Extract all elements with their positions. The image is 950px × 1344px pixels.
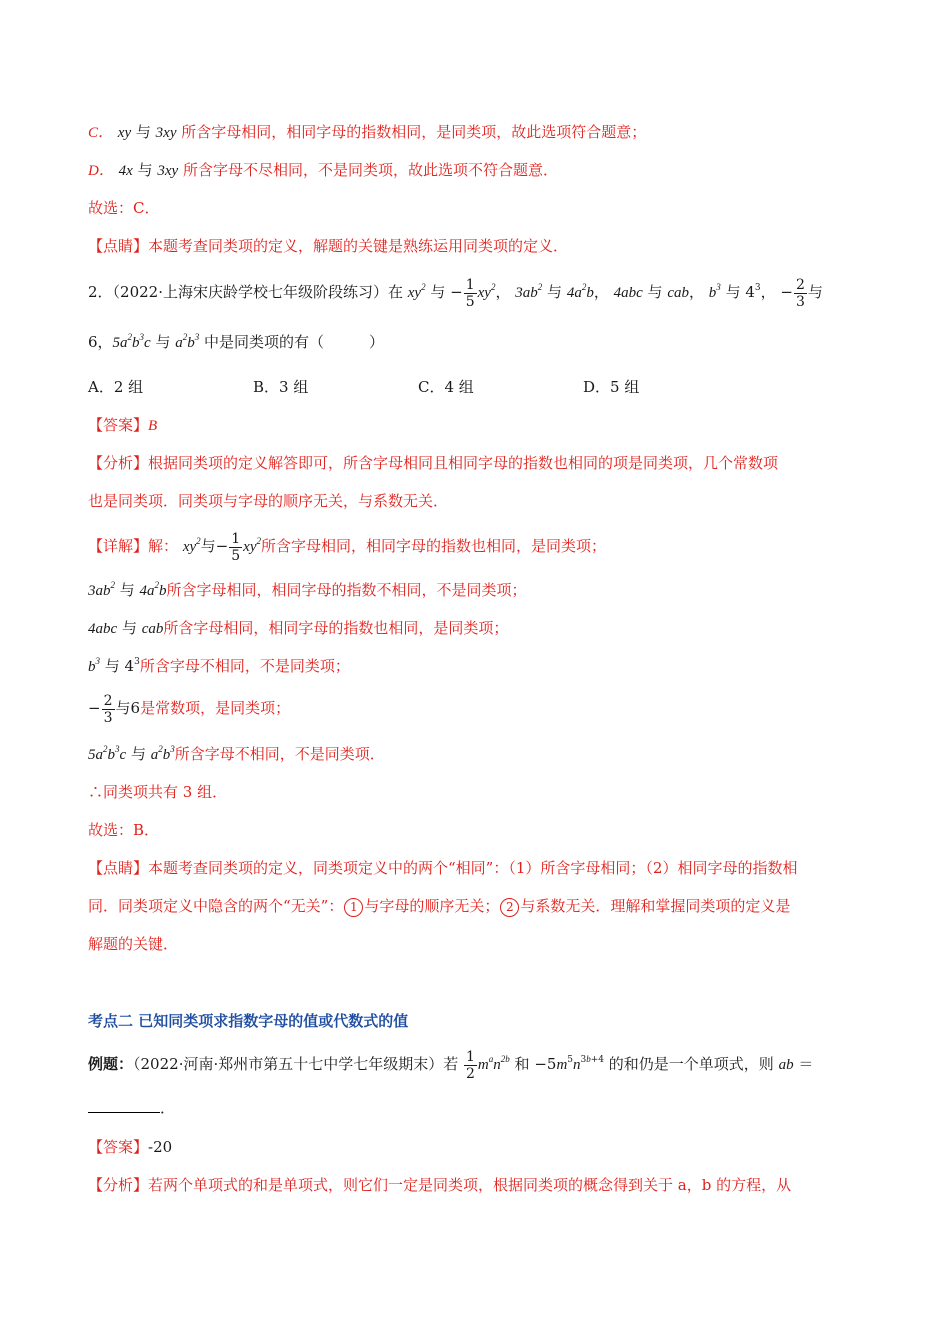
analysis-2 — [88, 1175, 791, 1195]
math-xy2: $xy^2$ — [407, 282, 426, 301]
math-xy2-b: $xy^2$ — [243, 536, 261, 555]
option-label: C． — [88, 125, 114, 141]
detail-line-2 — [88, 580, 527, 601]
text: 的和仍是一个单项式，则 — [604, 1055, 779, 1073]
dianjing-tag: 【点睛】 — [88, 237, 149, 255]
math-ab: ab — [778, 1057, 794, 1073]
circled-number-1: 1 — [344, 898, 363, 917]
text: 与 — [132, 161, 158, 179]
fraction-1-5: $\frac{1}{5}$ — [465, 276, 475, 310]
example-line-1 — [88, 1046, 813, 1083]
choose-line-1: 故选：C． — [88, 199, 160, 217]
answer-tag: 【答案】 — [88, 1138, 149, 1156]
math-3ab2: $3ab^2$ — [515, 282, 543, 301]
analysis-1-line-2: 也是同类项．同类项与字母的顺序无关，与系数无关． — [88, 492, 449, 510]
analysis-tag: 【分析】 — [88, 454, 149, 472]
text: 解： — [148, 537, 179, 555]
solution-line-d — [88, 160, 558, 181]
text: 与 — [642, 283, 668, 301]
math-a2b3: $a^2b^3$ — [150, 744, 175, 763]
text: 所含字母相同，相同字母的指数不相同，不是同类项； — [166, 581, 527, 599]
option-c: C．4 组 — [418, 378, 474, 396]
math-4abc: 4abc — [613, 285, 643, 301]
question-2-line-2 — [88, 332, 384, 353]
text: 与 — [425, 283, 451, 301]
answer-value: -20 — [148, 1138, 173, 1156]
text: 与 — [117, 619, 142, 637]
detail-line-3 — [88, 618, 508, 639]
math-5a2b3c: $5a^2b^3c$ — [112, 332, 151, 351]
text: 所含字母相同，相同字母的指数也相同，是同类项； — [260, 537, 606, 555]
text: 所含字母不尽相同，不是同类项，故此选项不符合题意． — [178, 161, 558, 179]
math-b3: $b^3$ — [708, 282, 721, 301]
options-row — [88, 377, 639, 397]
text: 与 — [126, 745, 151, 763]
math-term: 3xy — [157, 163, 179, 179]
dianjing-tag: 【点睛】 — [88, 859, 149, 877]
math-cab: cab — [141, 621, 164, 637]
detail-line-6 — [88, 744, 385, 765]
math-3ab2: $3ab^2$ — [88, 580, 115, 599]
text: 和 — [509, 1055, 535, 1073]
answer-1 — [88, 415, 157, 436]
question-prefix: 2．（2022·上海宋庆龄学校七年级阶段练习）在 — [88, 283, 408, 301]
conclusion-line: ∴同类项共有 3 组． — [88, 783, 228, 801]
math-4a2b: $4a^2b$ — [566, 282, 594, 301]
text: 与 — [131, 123, 156, 141]
option-b: B．3 组 — [253, 378, 309, 396]
text: 与 — [807, 283, 823, 301]
math-4a2b: $4a^2b$ — [139, 580, 167, 599]
math-b3: $b^3$ — [88, 656, 100, 675]
text: 6， — [88, 333, 113, 351]
fraction-2-3: $\frac{2}{3}$ — [795, 276, 805, 310]
math-neg5m5n: $-5m^5n^{3b+4}$ — [534, 1054, 605, 1073]
answer-blank[interactable] — [88, 1098, 160, 1113]
math-6: 6 — [130, 699, 141, 717]
math-4abc: 4abc — [88, 621, 118, 637]
text: ， — [593, 283, 609, 301]
text: 所含字母不相同，不是同类项． — [174, 745, 385, 763]
choose-line-2: 故选：B． — [88, 821, 160, 839]
text: 与 — [115, 699, 131, 717]
example-tag: 例题： — [88, 1055, 134, 1073]
fraction-2-3: $\frac{2}{3}$ — [103, 692, 113, 726]
example-line-2 — [88, 1098, 175, 1118]
text: 与 — [200, 537, 216, 555]
analysis-text: 若两个单项式的和是单项式，则它们一定是同类项，根据同类项的概念得到关于 a，b 的方程，从 — [148, 1176, 792, 1194]
answer-tag: 【答案】 — [88, 416, 149, 434]
text: 所含字母不相同，不是同类项； — [139, 657, 350, 675]
text: 是常数项，是同类项； — [140, 699, 291, 717]
text: 与字母的顺序无关； — [364, 897, 500, 915]
dianjing-1 — [88, 236, 568, 256]
text: ， — [689, 283, 705, 301]
analysis-text: 根据同类项的定义解答即可，所含字母相同且相同字母的指数也相同的项是同类项，几个常数项 — [148, 454, 779, 472]
option-label: D． — [88, 163, 114, 179]
text: 与 — [150, 333, 176, 351]
circled-number-2: 2 — [500, 898, 519, 917]
math-term: xy — [117, 125, 132, 141]
math-xy2-b: $xy^2$ — [477, 282, 496, 301]
dianjing-2-line-2 — [88, 896, 790, 917]
math-m-a-n-2b: $m^an^{2b}$ — [477, 1054, 510, 1073]
text: 与 — [542, 283, 567, 301]
text: ， — [760, 283, 776, 301]
analysis-tag: 【分析】 — [88, 1176, 149, 1194]
section-heading: 考点二 已知同类项求指数字母的值或代数式的值 — [88, 1012, 409, 1030]
text: 与 — [720, 283, 746, 301]
math-cab: cab — [667, 285, 689, 301]
dianjing-text: 本题考查同类项的定义，解题的关键是熟练运用同类项的定义． — [148, 237, 569, 255]
detail-line-4 — [88, 656, 350, 677]
text: 中是同类项的有（ ） — [199, 333, 385, 351]
math-4-3: $4^3$ — [745, 283, 761, 301]
dianjing-2-line-3: 解题的关键． — [88, 935, 179, 953]
text: ＝ — [793, 1055, 814, 1073]
text: 本题考查同类项的定义，同类项定义中的两个“相同”：（1）所含字母相同；（2）相同字母的指数相 — [148, 859, 798, 877]
text: 同．同类项定义中隐含的两个“无关”： — [88, 897, 344, 915]
text: 所含字母相同，相同字母的指数相同，是同类项，故此选项符合题意； — [176, 123, 647, 141]
detail-line-5: − $\frac{2}{3}$ 与6是常数项，是同类项； — [88, 692, 291, 726]
answer-value: B — [148, 418, 158, 434]
math-term: 4x — [118, 163, 133, 179]
text: 与系数无关．理解和掌握同类项的定义是 — [520, 897, 791, 915]
text: （2022·河南·郑州市第五十七中学七年级期末）若 — [133, 1055, 463, 1073]
text: ． — [160, 1099, 176, 1117]
text: 与 — [115, 581, 140, 599]
question-2-line-1: 2．（2022·上海宋庆龄学校七年级阶段练习）在 $xy^2$ 与 − $\frac{1}{5}$ $xy^2$， $3ab^2$ 与 $4a^2b$， 4abc 与 cab， $b^3$ 与 $4^3$， − $\frac{2}{3}$ 与 — [88, 276, 823, 310]
detail-tag: 【详解】 — [88, 537, 149, 555]
option-d: D．5 组 — [583, 378, 640, 396]
math-4-3: $4^3$ — [124, 657, 140, 675]
text: 所含字母相同，相同字母的指数也相同，是同类项； — [163, 619, 509, 637]
answer-2 — [88, 1137, 172, 1157]
text: ， — [495, 283, 511, 301]
solution-line-c — [88, 122, 646, 143]
fraction-1-2: $\frac{1}{2}$ — [466, 1048, 475, 1082]
analysis-1-line-1 — [88, 453, 778, 473]
math-xy2: $xy^2$ — [182, 536, 201, 555]
dianjing-2-line-1 — [88, 858, 797, 878]
option-a: A．2 组 — [88, 378, 144, 396]
fraction-1-5: $\frac{1}{5}$ — [231, 530, 241, 564]
detail-line-1: 【详解】解： $xy^2$与− $\frac{1}{5}$ $xy^2$所含字母相同，相同字母的指数也相同，是同类项； — [88, 530, 606, 564]
text: 与 — [100, 657, 125, 675]
math-term: 3xy — [155, 125, 177, 141]
math-a2b3: $a^2b^3$ — [175, 332, 200, 351]
math-5a2b3c: $5a^2b^3c$ — [88, 744, 127, 763]
